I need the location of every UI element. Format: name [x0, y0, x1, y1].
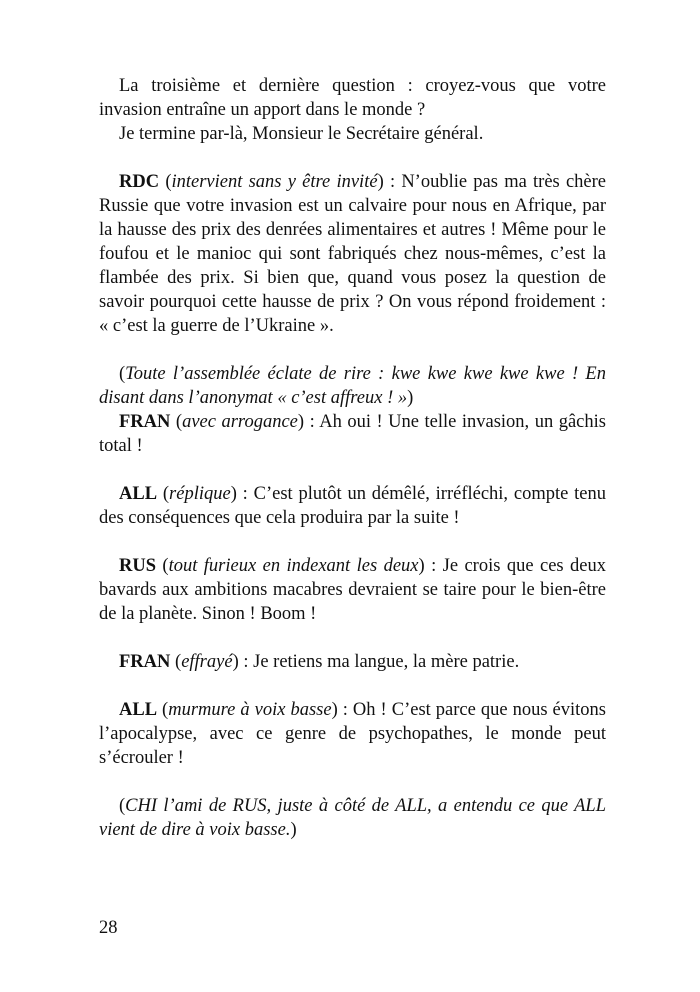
speaker-name: FRAN [119, 652, 171, 672]
speaker-name: ALL [119, 700, 158, 720]
speaker-name: RDC [119, 172, 160, 192]
paren-open: ( [119, 796, 126, 816]
dialogue-text: : Je crois que ces deux bavards aux ambitions macabres devraient se taire pour le bien-être de la planète. Sinon ! Boom ! [99, 556, 606, 624]
dialogue-rdc [99, 170, 606, 338]
stage-direction: intervient sans y être invité [171, 172, 378, 192]
paren-open: ( [170, 412, 183, 432]
stage-direction: murmure à voix basse [168, 700, 332, 720]
stage-direction: effrayé [181, 652, 233, 672]
question-paragraph [99, 74, 606, 122]
stage-direction: réplique [169, 484, 231, 504]
paren-open: ( [157, 700, 169, 720]
paren-close: ) [331, 700, 338, 720]
closing-paragraph [99, 122, 606, 146]
paren-open: ( [156, 556, 169, 576]
dialogue-text: : Ah oui ! Une telle invasion, un gâchis total ! [99, 412, 606, 456]
dialogue-fran-1 [99, 410, 606, 458]
dialogue-text: : Je retiens ma langue, la mère patrie. [238, 652, 520, 672]
dialogue-text: : N’oublie pas ma très chère Russie que votre invasion est un calvaire pour nous en Afrique, par la hausse des prix des denrées alimentaires et autres ! Même pour le foufou et le manioc qui sont fabriqués chez nous-mêmes, c’est la flambée des prix. Si bien que, quand vous posez la question de savoir pourquoi cette hausse de prix ? On vous répond froidement : « c’est la guerre de l’Ukraine ». [99, 172, 606, 336]
speaker-name: ALL [119, 484, 158, 504]
paragraph-text: Je termine par-là, Monsieur le Secrétaire général. [119, 124, 484, 144]
page-number: 28 [99, 918, 118, 938]
speaker-name: RUS [119, 556, 157, 576]
dialogue-text: : C’est plutôt un démêlé, irréfléchi, compte tenu des conséquences que cela produira par la suite ! [99, 484, 606, 528]
stage-note-laughter [99, 362, 606, 410]
paren-close: ) [290, 820, 297, 840]
paren-close: ) [418, 556, 425, 576]
paren-open: ( [170, 652, 182, 672]
paren-close: ) [230, 484, 237, 504]
paren-close: ) [377, 172, 384, 192]
stage-direction: Toute l’assemblée éclate de rire : kwe kwe kwe kwe kwe ! En disant dans l’anonymat « c’est affreux ! » [99, 364, 606, 408]
paren-close: ) [407, 388, 414, 408]
stage-direction: CHI l’ami de RUS, juste à côté de ALL, a entendu ce que ALL vient de dire à voix basse. [99, 796, 606, 840]
dialogue-fran-2 [99, 650, 606, 674]
dialogue-all-1 [99, 482, 606, 530]
paragraph-text: La troisième et dernière question : croyez-vous que votre invasion entraîne un apport dans le monde ? [99, 76, 606, 120]
stage-direction: tout furieux en indexant les deux [168, 556, 419, 576]
play-text [99, 74, 606, 842]
dialogue-all-2 [99, 698, 606, 770]
stage-note-chi [99, 794, 606, 842]
paren-close: ) [297, 412, 305, 432]
paren-open: ( [119, 364, 126, 384]
speaker-name: FRAN [119, 412, 171, 432]
dialogue-text: : Oh ! C’est parce que nous évitons l’apocalypse, avec ce genre de psychopathes, le monde peut s’écrouler ! [99, 700, 606, 768]
paren-open: ( [159, 172, 172, 192]
paren-open: ( [157, 484, 170, 504]
dialogue-rus [99, 554, 606, 626]
paren-close: ) [232, 652, 239, 672]
stage-direction: avec arrogance [182, 412, 298, 432]
